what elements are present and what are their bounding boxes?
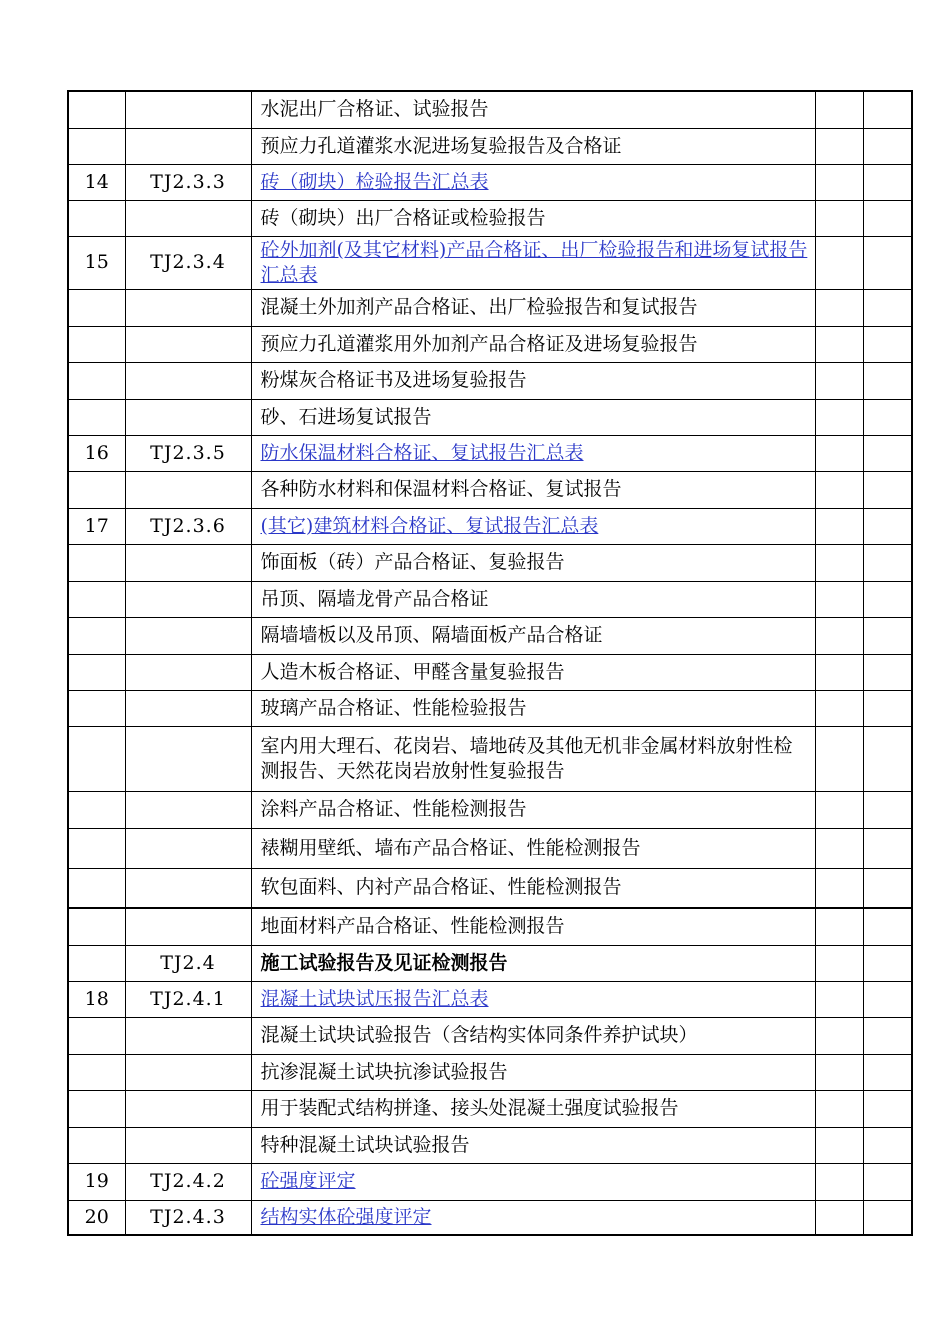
blank-cell-b [863, 471, 912, 508]
table-row [68, 91, 912, 128]
item-text: 饰面板（砖）产品合格证、复验报告 [260, 551, 565, 574]
row-number [68, 91, 125, 128]
item-text: 地面材料产品合格证、性能检测报告 [260, 915, 565, 938]
blank-cell-b [863, 868, 912, 908]
blank-cell-a [815, 289, 863, 326]
summary-link[interactable]: 砼外加剂(及其它材料)产品合格证、出厂检验报告和进场复试报告汇总表 [260, 238, 808, 286]
blank-cell-a [815, 581, 863, 617]
row-number [68, 690, 125, 726]
blank-cell-a [815, 1163, 863, 1200]
item-text: 裱糊用壁纸、墙布产品合格证、性能检测报告 [260, 836, 641, 859]
item-text-cell [251, 1017, 815, 1054]
item-text-cell [251, 690, 815, 726]
blank-cell-a [815, 690, 863, 726]
item-text: 特种混凝土试块试验报告 [260, 1133, 470, 1156]
row-number [68, 791, 125, 828]
row-number: 20 [68, 1200, 125, 1235]
row-code [125, 362, 251, 399]
row-code [125, 326, 251, 362]
table-row [68, 128, 912, 164]
row-code [125, 908, 251, 945]
blank-cell-b [863, 690, 912, 726]
blank-cell-a [815, 726, 863, 791]
table-row [68, 654, 912, 690]
blank-cell-b [863, 508, 912, 544]
row-number: 19 [68, 1163, 125, 1200]
item-text-cell [251, 91, 815, 128]
item-link-cell[interactable] [251, 236, 815, 289]
blank-cell-b [863, 1017, 912, 1054]
item-text: 砖（砌块）出厂合格证或检验报告 [260, 206, 546, 229]
blank-cell-a [815, 435, 863, 471]
blank-cell-b [863, 726, 912, 791]
row-code: TJ2.3.6 [125, 508, 251, 544]
row-number [68, 945, 125, 981]
blank-cell-b [863, 1090, 912, 1127]
row-code [125, 868, 251, 908]
item-text-cell [251, 362, 815, 399]
item-text-cell [251, 471, 815, 508]
table-row [68, 471, 912, 508]
item-text: 玻璃产品合格证、性能检验报告 [260, 696, 527, 719]
section-heading-cell [251, 945, 815, 981]
blank-cell-b [863, 581, 912, 617]
item-text: 粉煤灰合格证书及进场复验报告 [260, 369, 527, 392]
row-code: TJ2.3.4 [125, 236, 251, 289]
item-text-cell [251, 128, 815, 164]
item-text: 吊顶、隔墙龙骨产品合格证 [260, 587, 489, 610]
item-text: 混凝土外加剂产品合格证、出厂检验报告和复试报告 [260, 296, 698, 319]
row-code [125, 91, 251, 128]
summary-link[interactable]: 防水保温材料合格证、复试报告汇总表 [260, 441, 584, 464]
item-text: 混凝土试块试验报告（含结构实体同条件养护试块） [260, 1024, 698, 1047]
blank-cell-b [863, 128, 912, 164]
item-text-cell [251, 791, 815, 828]
blank-cell-a [815, 1127, 863, 1163]
blank-cell-b [863, 1054, 912, 1090]
table-row [68, 544, 912, 581]
table-row [68, 1090, 912, 1127]
table-row [68, 945, 912, 981]
row-number [68, 828, 125, 868]
row-code [125, 200, 251, 236]
row-number [68, 1090, 125, 1127]
row-code [125, 726, 251, 791]
row-number [68, 362, 125, 399]
table-row [68, 1017, 912, 1054]
row-code [125, 1017, 251, 1054]
row-number: 15 [68, 236, 125, 289]
blank-cell-b [863, 362, 912, 399]
item-text-cell [251, 868, 815, 908]
table-row [68, 362, 912, 399]
table-row [68, 1163, 912, 1200]
table-row [68, 236, 912, 289]
row-code [125, 828, 251, 868]
row-code [125, 690, 251, 726]
table-row [68, 326, 912, 362]
blank-cell-b [863, 908, 912, 945]
item-text-cell [251, 908, 815, 945]
item-text: 砂、石进场复试报告 [260, 405, 432, 428]
blank-cell-b [863, 236, 912, 289]
row-number [68, 471, 125, 508]
blank-cell-a [815, 617, 863, 654]
row-number [68, 1017, 125, 1054]
row-number [68, 399, 125, 435]
item-text-cell [251, 654, 815, 690]
row-number [68, 654, 125, 690]
blank-cell-a [815, 981, 863, 1017]
item-text: 预应力孔道灌浆用外加剂产品合格证及进场复验报告 [260, 332, 698, 355]
row-number: 17 [68, 508, 125, 544]
item-text-cell [251, 1090, 815, 1127]
blank-cell-a [815, 164, 863, 200]
row-number [68, 200, 125, 236]
row-number [68, 326, 125, 362]
item-text-cell [251, 726, 815, 791]
blank-cell-a [815, 945, 863, 981]
row-code [125, 1054, 251, 1090]
row-number [68, 128, 125, 164]
item-text-cell [251, 289, 815, 326]
row-code: TJ2.4 [125, 945, 251, 981]
table-row [68, 1200, 912, 1235]
row-code [125, 1090, 251, 1127]
item-text: 室内用大理石、花岗岩、墙地砖及其他无机非金属材料放射性检测报告、天然花岗岩放射性复验报告 [260, 734, 793, 782]
item-text-cell [251, 581, 815, 617]
row-code [125, 471, 251, 508]
blank-cell-a [815, 544, 863, 581]
item-text: 抗渗混凝土试块抗渗试验报告 [260, 1060, 508, 1083]
blank-cell-b [863, 617, 912, 654]
blank-cell-b [863, 945, 912, 981]
item-text-cell [251, 828, 815, 868]
row-code: TJ2.3.3 [125, 164, 251, 200]
table-row [68, 981, 912, 1017]
item-link-cell[interactable] [251, 1200, 815, 1235]
table-row [68, 435, 912, 471]
blank-cell-a [815, 128, 863, 164]
item-text-cell [251, 399, 815, 435]
blank-cell-b [863, 200, 912, 236]
blank-cell-a [815, 791, 863, 828]
blank-cell-a [815, 654, 863, 690]
blank-cell-a [815, 868, 863, 908]
table-row [68, 164, 912, 200]
section-heading: 施工试验报告及见证检测报告 [260, 951, 508, 974]
summary-link[interactable]: 混凝土试块试压报告汇总表 [260, 987, 489, 1010]
item-text: 各种防水材料和保温材料合格证、复试报告 [260, 478, 622, 501]
table-row [68, 726, 912, 791]
blank-cell-a [815, 1017, 863, 1054]
summary-link[interactable]: (其它)建筑材料合格证、复试报告汇总表 [260, 514, 599, 537]
summary-link[interactable]: 砖（砌块）检验报告汇总表 [260, 170, 489, 193]
item-text-cell [251, 200, 815, 236]
table-row [68, 1054, 912, 1090]
blank-cell-b [863, 164, 912, 200]
blank-cell-a [815, 399, 863, 435]
summary-link[interactable]: 砼强度评定 [260, 1170, 356, 1193]
row-number: 16 [68, 435, 125, 471]
row-number: 18 [68, 981, 125, 1017]
row-code [125, 1127, 251, 1163]
item-text: 涂料产品合格证、性能检测报告 [260, 798, 527, 821]
table-row [68, 617, 912, 654]
row-code [125, 617, 251, 654]
blank-cell-a [815, 1200, 863, 1235]
blank-cell-a [815, 908, 863, 945]
row-code [125, 128, 251, 164]
blank-cell-b [863, 981, 912, 1017]
row-code [125, 791, 251, 828]
item-link-cell[interactable] [251, 508, 815, 544]
blank-cell-b [863, 654, 912, 690]
row-number [68, 617, 125, 654]
row-number [68, 868, 125, 908]
blank-cell-b [863, 1127, 912, 1163]
blank-cell-a [815, 362, 863, 399]
blank-cell-a [815, 508, 863, 544]
table-row [68, 908, 912, 945]
blank-cell-b [863, 1200, 912, 1235]
row-code: TJ2.4.3 [125, 1200, 251, 1235]
document-table [67, 90, 913, 1236]
item-text-cell [251, 617, 815, 654]
row-number [68, 908, 125, 945]
item-text-cell [251, 544, 815, 581]
item-text-cell [251, 326, 815, 362]
row-number [68, 726, 125, 791]
item-link-cell[interactable] [251, 1163, 815, 1200]
blank-cell-a [815, 326, 863, 362]
item-text: 预应力孔道灌浆水泥进场复验报告及合格证 [260, 134, 622, 157]
table-row [68, 289, 912, 326]
blank-cell-a [815, 471, 863, 508]
blank-cell-b [863, 1163, 912, 1200]
summary-link[interactable]: 结构实体砼强度评定 [260, 1205, 432, 1228]
item-text: 软包面料、内衬产品合格证、性能检测报告 [260, 876, 622, 899]
item-text: 隔墙墙板以及吊顶、隔墙面板产品合格证 [260, 624, 603, 647]
row-code: TJ2.4.2 [125, 1163, 251, 1200]
table-row [68, 690, 912, 726]
row-number [68, 581, 125, 617]
blank-cell-a [815, 200, 863, 236]
row-code [125, 399, 251, 435]
item-text: 水泥出厂合格证、试验报告 [260, 98, 489, 121]
table-row [68, 1127, 912, 1163]
blank-cell-b [863, 435, 912, 471]
blank-cell-a [815, 828, 863, 868]
item-text-cell [251, 1054, 815, 1090]
item-text: 人造木板合格证、甲醛含量复验报告 [260, 660, 565, 683]
row-code [125, 654, 251, 690]
item-link-cell[interactable] [251, 981, 815, 1017]
item-link-cell[interactable] [251, 164, 815, 200]
blank-cell-b [863, 828, 912, 868]
blank-cell-b [863, 791, 912, 828]
table-row [68, 508, 912, 544]
blank-cell-a [815, 236, 863, 289]
blank-cell-b [863, 326, 912, 362]
item-link-cell[interactable] [251, 435, 815, 471]
blank-cell-a [815, 91, 863, 128]
row-number [68, 1054, 125, 1090]
table-row [68, 399, 912, 435]
row-code: TJ2.3.5 [125, 435, 251, 471]
row-code [125, 289, 251, 326]
table-row [68, 200, 912, 236]
blank-cell-a [815, 1054, 863, 1090]
table-row [68, 581, 912, 617]
table-body [68, 91, 912, 1235]
item-text-cell [251, 1127, 815, 1163]
blank-cell-b [863, 91, 912, 128]
blank-cell-b [863, 289, 912, 326]
row-number [68, 544, 125, 581]
blank-cell-a [815, 1090, 863, 1127]
blank-cell-b [863, 399, 912, 435]
row-number [68, 1127, 125, 1163]
table-row [68, 868, 912, 908]
row-number: 14 [68, 164, 125, 200]
row-code [125, 581, 251, 617]
table-row [68, 791, 912, 828]
row-number [68, 289, 125, 326]
row-code: TJ2.4.1 [125, 981, 251, 1017]
item-text: 用于装配式结构拼逢、接头处混凝土强度试验报告 [260, 1097, 679, 1120]
blank-cell-b [863, 544, 912, 581]
row-code [125, 544, 251, 581]
table-row [68, 828, 912, 868]
